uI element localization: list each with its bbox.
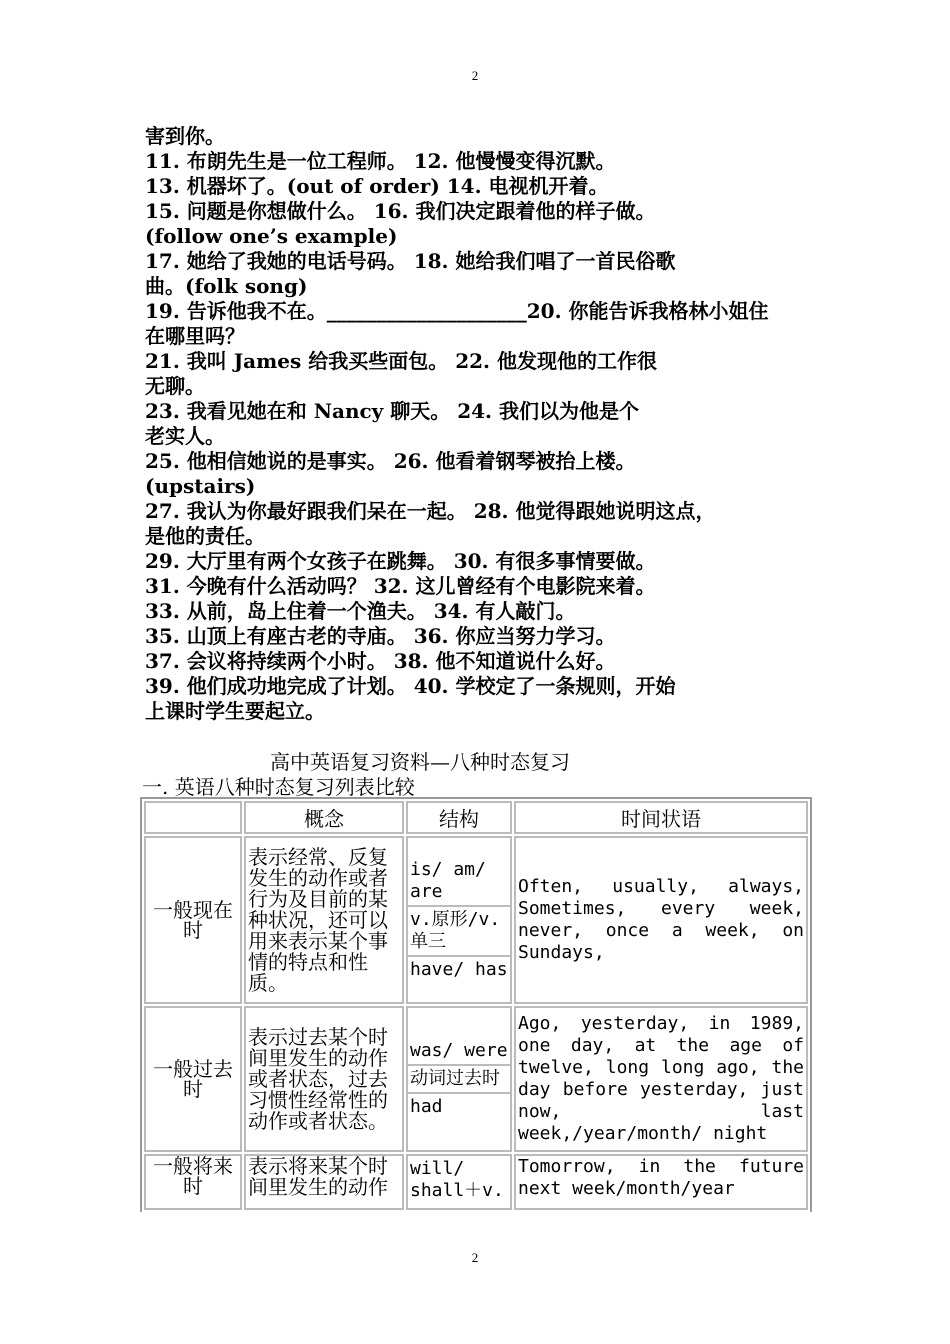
tense-structure: is/ am/ are: [408, 857, 510, 907]
tense-concept: 表示经常、反复发生的动作或者行为及目前的某种状况，还可以用来表示某个事情的特点和性质。: [244, 836, 404, 1004]
exercise-line: 23. 我看见她在和 Nancy 聊天。 24. 我们以为他是个: [145, 399, 639, 423]
header-empty: [144, 801, 242, 834]
page-number-top: 2: [471, 68, 479, 83]
exercise-line: 39. 他们成功地完成了计划。 40. 学校定了一条规则，开始: [145, 674, 676, 698]
exercise-line: 无聊。: [145, 374, 205, 398]
exercise-line: 27. 我认为你最好跟我们呆在一起。 28. 他觉得跟她说明这点，: [145, 499, 716, 523]
exercise-line: 11. 布朗先生是一位工程师。 12. 他慢慢变得沉默。: [145, 149, 616, 173]
tense-time-expressions: Ago, yesterday, in 1989, one day, at the age of twelve, long long ago, the day before yesterday, just now, last week,/year/month/ night: [514, 1006, 808, 1152]
tense-concept: 表示过去某个时间里发生的动作或者状态，过去习惯性经常性的动作或者状态。: [244, 1006, 404, 1152]
exercise-line: 19. 告诉他我不在。____________________20. 你能告诉我格林小姐住: [145, 299, 769, 323]
tense-structure: v.原形/v.单三: [408, 907, 510, 957]
exercise-line: 33. 从前，岛上住着一个渔夫。 34. 有人敲门。: [145, 599, 576, 623]
exercise-line: 上课时学生要起立。: [145, 699, 325, 723]
tense-structure: had: [410, 1096, 443, 1117]
header-time: 时间状语: [514, 801, 808, 834]
exercise-line: 21. 我叫 James 给我买些面包。 22. 他发现他的工作很: [145, 349, 657, 373]
exercise-line: 曲。(folk song): [145, 274, 308, 298]
exercise-line: 老实人。: [145, 424, 225, 448]
header-structure: 结构: [406, 801, 512, 834]
section-title: 高中英语复习资料—八种时态复习: [270, 750, 570, 774]
page-number-bottom: 2: [471, 1250, 479, 1265]
tense-time-expressions: Tomorrow, in the future next week/month/year: [514, 1154, 808, 1210]
exercise-line: 29. 大厅里有两个女孩子在跳舞。 30. 有很多事情要做。: [145, 549, 656, 573]
exercise-line: 是他的责任。: [145, 524, 265, 548]
exercise-line: 37. 会议将持续两个小时。 38. 他不知道说什么好。: [145, 649, 616, 673]
exercise-line: 25. 他相信她说的是事实。 26. 他看着钢琴被抬上楼。: [145, 449, 636, 473]
exercise-line: 在哪里吗？: [145, 324, 245, 348]
subsection-title: 一. 英语八种时态复习列表比较: [142, 775, 415, 799]
tense-structure-cell: [406, 1154, 512, 1210]
exercise-line: 15. 问题是你想做什么。 16. 我们决定跟着他的样子做。: [145, 199, 656, 223]
exercise-line: 13. 机器坏了。(out of order) 14. 电视机开着。: [145, 174, 609, 198]
tense-structure: have/ has: [410, 959, 508, 980]
tense-table: [140, 797, 812, 1214]
tense-structure-cell: [406, 1006, 512, 1152]
page-cutoff: [138, 1212, 818, 1252]
exercise-line: 17. 她给了我她的电话号码。 18. 她给我们唱了一首民俗歌: [145, 249, 676, 273]
tense-structure: was/ were: [408, 1038, 510, 1066]
exercise-line: 31. 今晚有什么活动吗？ 32. 这儿曾经有个电影院来着。: [145, 574, 656, 598]
tense-structure-cell: [406, 836, 512, 1004]
tense-structure: will/ shall＋v.: [410, 1158, 504, 1201]
tense-name: 一般将来时: [144, 1154, 242, 1210]
tense-concept: 表示将来某个时间里发生的动作: [244, 1154, 404, 1210]
exercise-line: 35. 山顶上有座古老的寺庙。 36. 你应当努力学习。: [145, 624, 616, 648]
tense-name: 一般过去时: [144, 1006, 242, 1152]
tense-time-expressions: Often, usually, always, Sometimes, every week, never, once a week, on Sundays,: [514, 836, 808, 1004]
tense-structure: 动词过去时: [408, 1066, 510, 1094]
exercise-line: (upstairs): [145, 474, 256, 498]
exercise-line: 害到你。: [145, 124, 225, 148]
exercise-line: (follow one’s example): [145, 224, 398, 248]
header-concept: 概念: [244, 801, 404, 834]
tense-name: 一般现在时: [144, 836, 242, 1004]
